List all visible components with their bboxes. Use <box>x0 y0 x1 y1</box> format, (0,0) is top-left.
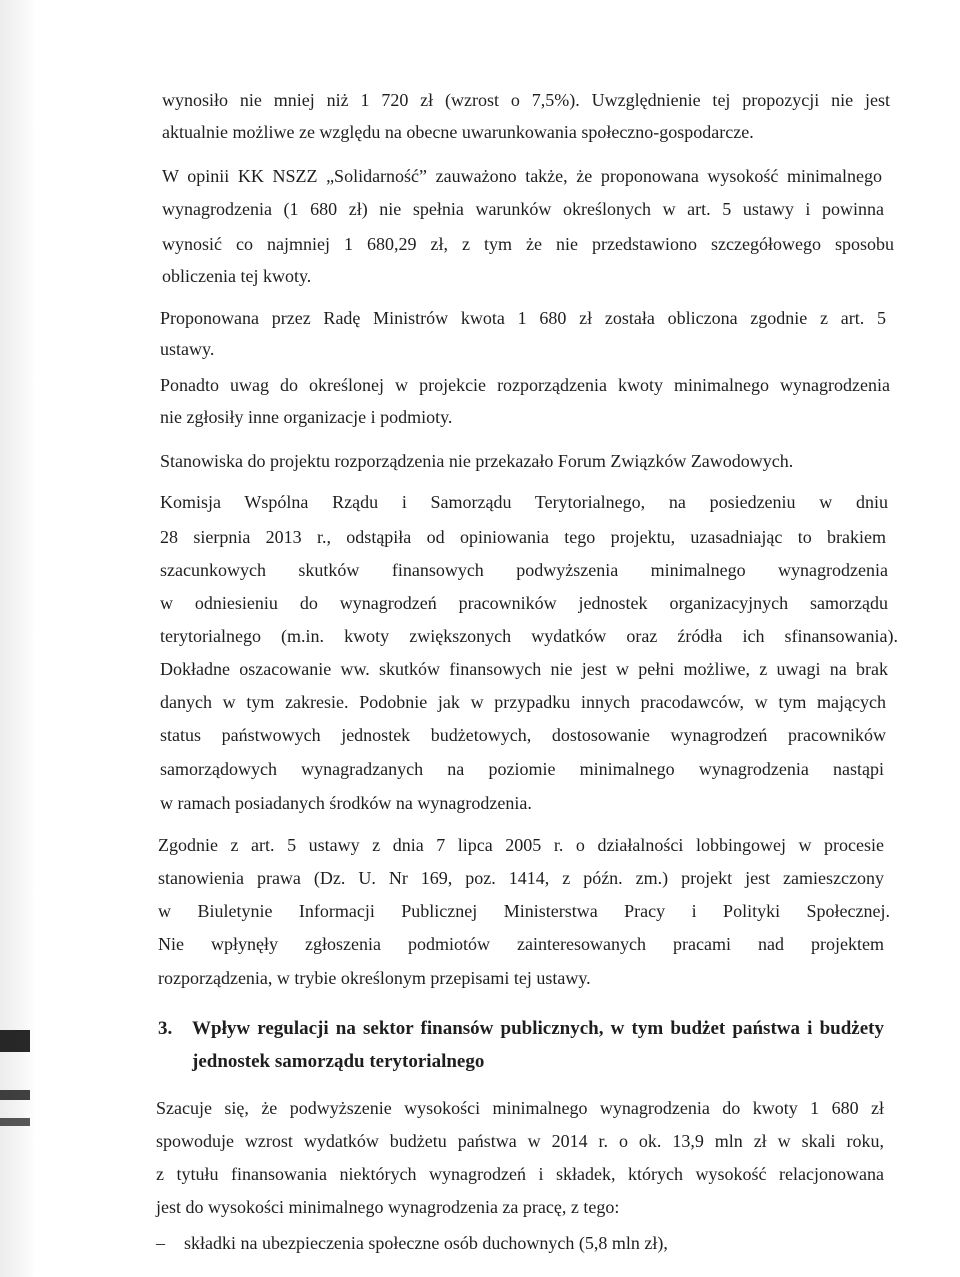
text-line: szacunkowych skutków finansowych podwyższenia minimalnego wynagrodzenia <box>160 560 888 580</box>
text-line: nie zgłosiły inne organizacje i podmioty. <box>160 407 453 427</box>
text-line: Proponowana przez Radę Ministrów kwota 1 680 zł została obliczona zgodnie z art. 5 <box>160 308 886 328</box>
text-line: ustawy. <box>160 339 215 359</box>
text-line: samorządowych wynagradzanych na poziomie minimalnego wynagrodzenia nastąpi <box>160 759 884 779</box>
text-line: danych w tym zakresie. Podobnie jak w przypadku innych pracodawców, w tym mających <box>160 692 886 712</box>
text-line: Ponadto uwag do określonej w projekcie rozporządzenia kwoty minimalnego wynagrodzenia <box>160 375 890 395</box>
section-number: 3. <box>158 1018 173 1039</box>
text-line: wynosić co najmniej 1 680,29 zł, z tym że nie przedstawiono szczegółowego sposobu <box>162 234 894 254</box>
text-line: wynagrodzenia (1 680 zł) nie spełnia warunków określonych w art. 5 ustawy i powinna <box>162 199 884 219</box>
text-line: Komisja Wspólna Rządu i Samorządu Terytorialnego, na posiedzeniu w dniu <box>160 492 888 512</box>
text-line: obliczenia tej kwoty. <box>162 266 312 286</box>
text-line: w odniesieniu do wynagrodzeń pracowników jednostek organizacyjnych samorządu <box>160 593 888 613</box>
text-line: w ramach posiadanych środków na wynagrodzenia. <box>160 793 532 813</box>
text-line: z tytułu finansowania niektórych wynagrodzeń i składek, których wysokość relacjonowana <box>156 1164 884 1184</box>
text-line: terytorialnego (m.in. kwoty zwiększonych wydatków oraz źródła ich sfinansowania). <box>160 626 898 646</box>
text-line: Nie wpłynęły zgłoszenia podmiotów zainteresowanych pracami nad projektem <box>158 934 884 954</box>
text-line: stanowienia prawa (Dz. U. Nr 169, poz. 1414, z późn. zm.) projekt jest zamieszczony <box>158 868 884 888</box>
list-bullet: – <box>156 1233 165 1253</box>
text-line: Zgodnie z art. 5 ustawy z dnia 7 lipca 2005 r. o działalności lobbingowej w procesie <box>158 835 884 855</box>
text-line: 28 sierpnia 2013 r., odstąpiła od opiniowania tego projektu, uzasadniając to brakiem <box>160 527 886 547</box>
text-line: jest do wysokości minimalnego wynagrodzenia za pracę, z tego: <box>156 1197 620 1217</box>
text-line: rozporządzenia, w trybie określonym przepisami tej ustawy. <box>158 968 591 988</box>
text-line: w Biuletynie Informacji Publicznej Ministerstwa Pracy i Polityki Społecznej. <box>158 901 890 921</box>
text-line: Stanowiska do projektu rozporządzenia nie przekazało Forum Związków Zawodowych. <box>160 451 794 471</box>
text-line: Szacuje się, że podwyższenie wysokości minimalnego wynagrodzenia do kwoty 1 680 zł <box>156 1098 884 1118</box>
section-heading: Wpływ regulacji na sektor finansów publicznych, w tym budżet państwa i budżety <box>192 1018 884 1039</box>
text-line: W opinii KK NSZZ „Solidarność” zauważono także, że proponowana wysokość minimalnego <box>162 166 882 186</box>
section-heading: jednostek samorządu terytorialnego <box>192 1051 485 1072</box>
text-line: Dokładne oszacowanie ww. skutków finansowych nie jest w pełni możliwe, z uwagi na brak <box>160 659 888 679</box>
text-line: aktualnie możliwe ze względu na obecne uwarunkowania społeczno-gospodarcze. <box>162 122 754 142</box>
text-line: spowoduje wzrost wydatków budżetu państwa w 2014 r. o ok. 13,9 mln zł w skali roku, <box>156 1131 884 1151</box>
list-item: składki na ubezpieczenia społeczne osób duchownych (5,8 mln zł), <box>184 1233 668 1253</box>
text-line: wynosiło nie mniej niż 1 720 zł (wzrost o 7,5%). Uwzględnienie tej propozycji nie jest <box>162 90 890 110</box>
text-line: status państwowych jednostek budżetowych, dostosowanie wynagrodzeń pracowników <box>160 725 886 745</box>
